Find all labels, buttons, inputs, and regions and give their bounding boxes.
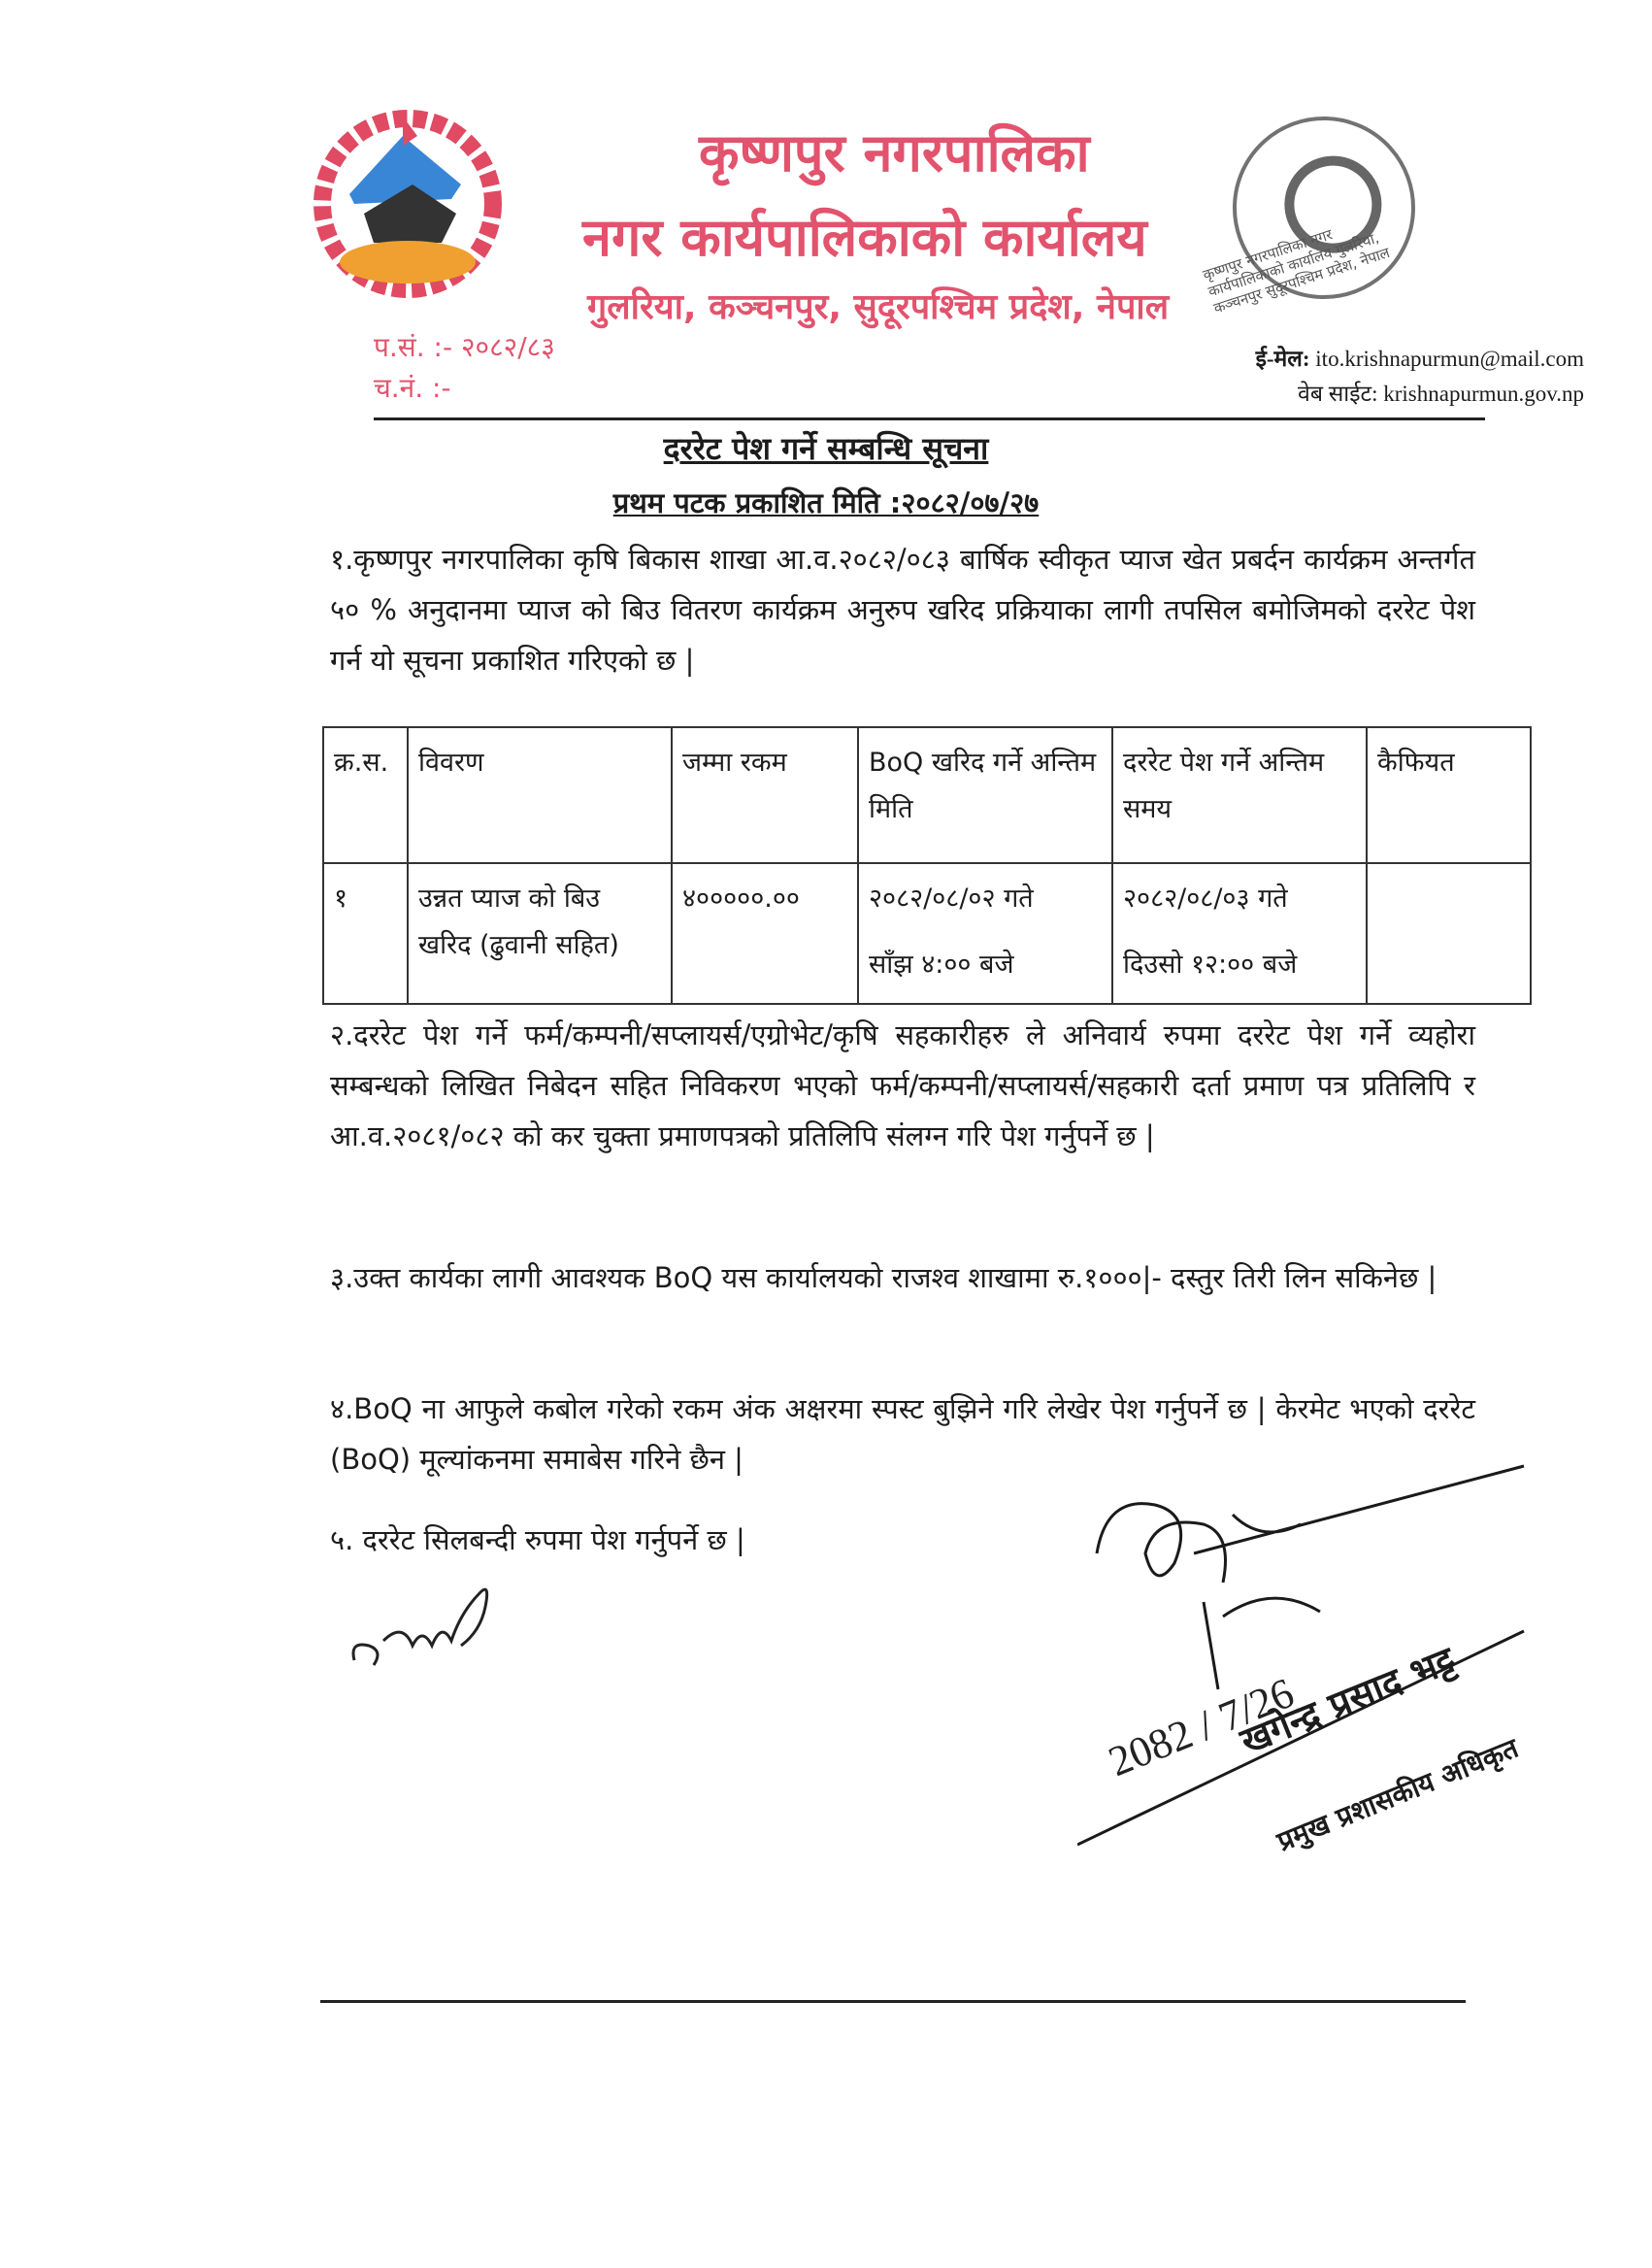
col-remarks: कैफियत <box>1367 727 1531 863</box>
signatory-designation: प्रमुख प्रशासकीय अधिकृत <box>1272 1731 1523 1858</box>
published-date-text: प्रथम पटक प्रकाशित मिति :२०८२/०७/२७ <box>612 486 1040 519</box>
published-date <box>0 484 1652 521</box>
office-name: नगर कार्यपालिकाको कार्यालय <box>582 207 1147 268</box>
cell-sn: १ <box>323 863 408 1004</box>
col-amount: जम्मा रकम <box>672 727 858 863</box>
initials-signature <box>345 1573 539 1684</box>
paragraph-5: ५. दररेट सिलबन्दी रुपमा पेश गर्नुपर्ने छ | <box>330 1523 745 1556</box>
handwritten-date: 2082 / 7/26 <box>1102 1668 1301 1786</box>
rate-table <box>322 726 1532 1005</box>
website-label: वेब साईट: <box>1298 382 1378 406</box>
cell-description: उन्नत प्याज को बिउ खरिद (ढुवानी सहित) <box>408 863 672 1004</box>
paragraph-4: ४.BoQ ना आफुले कबोल गरेको रकम अंक अक्षरमा स्पस्ट बुझिने गरि लेखेर पेश गर्नुपर्ने छ | केरमेट भएको दररेट (BoQ) मूल्यांकनमा समाबेस गरिने छैन | <box>330 1392 1475 1476</box>
boq-time: साँझ ४:०० बजे <box>869 950 1014 980</box>
dispatch-number: च.नं. :- <box>374 372 451 404</box>
email-label: ई-मेल: <box>1255 347 1310 371</box>
boq-date: २०८२/०८/०२ गते <box>869 884 1034 914</box>
col-description: विवरण <box>408 727 672 863</box>
submit-date: २०८२/०८/०३ गते <box>1123 884 1288 914</box>
header-divider <box>374 417 1485 420</box>
col-boq-deadline: BoQ खरिद गर्ने अन्तिम मिति <box>858 727 1112 863</box>
stamp-text: कृष्णपुर नगरपालिका नगर कार्यपालिकाको कार्यालय गुलरिया, कञ्चनपुर सुदूरपश्चिम प्रदेश, नेपाल <box>1201 225 1392 317</box>
submit-time: दिउसो १२:०० बजे <box>1123 950 1298 980</box>
paragraph-3: ३.उक्त कार्यका लागी आवश्यक BoQ यस कार्यालयको राजश्व शाखामा रु.१०००|- दस्तुर तिरी लिन सकिनेछ | <box>330 1261 1437 1294</box>
paragraph-2: २.दररेट पेश गर्ने फर्म/कम्पनी/सप्लायर्स/एग्रोभेट/कृषि सहकारीहरु ले अनिवार्य रुपमा दररेट पेश गर्ने व्यहोरा सम्बन्धको लिखित निबेदन सहित निविकरण भएको फर्म/कम्पनी/सप्लायर्स/सहकारी दर्ता प्रमाण पत्र प्रतिलिपि र आ.व.२०८१/०८२ को कर चुक्ता प्रमाणपत्रको प्रतिलिपि संलग्न गरि पेश गर्नुपर्ने छ | <box>330 1018 1475 1152</box>
notice-title <box>0 427 1652 469</box>
cell-remarks <box>1367 863 1531 1004</box>
notice-title-text: दररेट पेश गर्ने सम्बन्धि सूचना <box>663 430 989 467</box>
footer-divider <box>320 2000 1466 2003</box>
reference-number: प.सं. :- २०८२/८३ <box>374 331 555 363</box>
cell-boq-deadline <box>858 863 1112 1004</box>
nepal-emblem <box>296 107 519 301</box>
municipality-name: कृष्णपुर नगरपालिका <box>699 122 1090 183</box>
paragraph-1: १.कृष्णपुर नगरपालिका कृषि बिकास शाखा आ.व.२०८२/०८३ बार्षिक स्वीकृत प्याज खेत प्रबर्दन कार्यक्रम अन्तर्गत ५० % अनुदानमा प्याज को बिउ वितरण कार्यक्रम अनुरुप खरिद प्रक्रियाका लागी तपसिल बमोजिमको दररेट पेश गर्न यो सूचना प्रकाशित गरिएको छ | <box>330 543 1475 677</box>
office-address: गुलरिया, कञ्चनपुर, सुदूरपश्चिम प्रदेश, नेपाल <box>587 287 1170 327</box>
col-sn: क्र.स. <box>323 727 408 863</box>
signatory-name: खगेन्द्र प्रसाद भट्ट <box>1234 1638 1461 1763</box>
table-header-row <box>323 727 1531 863</box>
contact-info <box>1256 342 1584 412</box>
email-link[interactable]: ito.krishnapurmun@mail.com <box>1315 347 1584 371</box>
officer-signature <box>1077 1456 1543 1868</box>
cell-amount: ४०००००.०० <box>672 863 858 1004</box>
col-submission-deadline: दररेट पेश गर्ने अन्तिम समय <box>1112 727 1367 863</box>
cell-submission-deadline <box>1112 863 1367 1004</box>
table-row <box>323 863 1531 1004</box>
website-link[interactable]: krishnapurmun.gov.np <box>1383 382 1584 406</box>
